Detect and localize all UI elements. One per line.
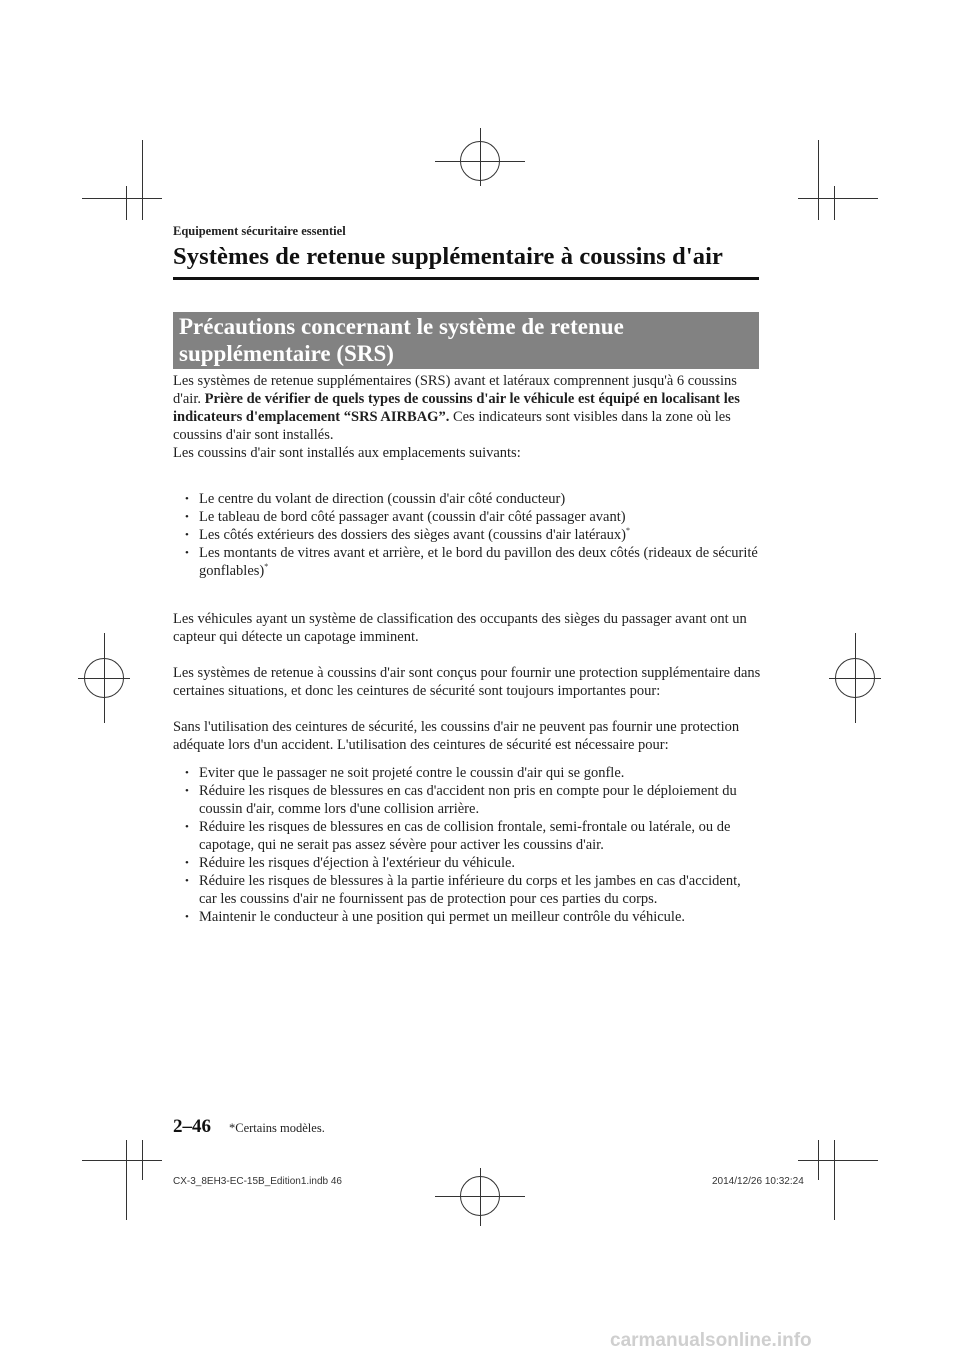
list-item: • Le centre du volant de direction (coussin d'air côté conducteur) (185, 490, 761, 508)
list-item: • Eviter que le passager ne soit projeté contre le coussin d'air qui se gonfle. (185, 764, 761, 782)
page-number: 2–46 (173, 1116, 211, 1137)
print-timestamp: 2014/12/26 10:32:24 (712, 1176, 804, 1187)
section-heading-line: Précautions concernant le système de retenue (179, 314, 624, 339)
section-label: Equipement sécuritaire essentiel (173, 224, 346, 238)
footnote: *Certains modèles. (229, 1121, 325, 1135)
crop-mark-line (126, 1140, 127, 1220)
list-item: • Réduire les risques de blessures en cas de collision frontale, semi-frontale ou latérale, ou de capotage, qui ne serait pas assez sévère pour activer les coussins d'air. (185, 818, 761, 854)
seatbelt-reasons-list (173, 764, 761, 926)
airbag-locations-list (173, 490, 761, 580)
list-item: • Maintenir le conducteur à une position qui permet un meilleur contrôle du véhicule. (185, 908, 761, 926)
crop-mark-line (818, 140, 819, 220)
list-item: • Réduire les risques de blessures à la partie inférieure du corps et les jambes en cas d'accident, car les coussins d'air ne fournissent pas de protection pour ces parties du corps. (185, 872, 761, 908)
footnote-marker: * (264, 562, 269, 572)
intro-text: Ces indicateurs sont visibles dans la zone où les coussins d'air sont installés. (173, 409, 731, 443)
crop-mark-line (142, 140, 143, 220)
crop-mark-line (126, 186, 127, 220)
list-item: • Les montants de vitres avant et arrière, et le bord du pavillon des deux côtés (rideaux de sécurité gonflables)* (185, 544, 761, 580)
crop-mark-line (834, 186, 835, 220)
classification-paragraph: Les véhicules ayant un système de classification des occupants des sièges du passager avant ont un capteur qui détecte un capotage imminent. (173, 611, 747, 645)
chapter-title: Systèmes de retenue supplémentaire à coussins d'air (173, 243, 723, 270)
section-heading-banner (173, 312, 759, 369)
intro-locations-lead: Les coussins d'air sont installés aux emplacements suivants: (173, 445, 521, 461)
crop-mark-line (82, 198, 162, 199)
crop-mark-line (834, 1140, 835, 1220)
intro-emphasis: Prière de vérifier de quels types de coussins d'air le véhicule est équipé en localisant les indicateurs d'emplacement “SRS AIRBAG”. (173, 391, 740, 425)
list-item: • Les côtés extérieurs des dossiers des sièges avant (coussins d'air latéraux)* (185, 526, 761, 544)
list-item: • Réduire les risques d'éjection à l'extérieur du véhicule. (185, 854, 761, 872)
crop-mark-line (818, 1140, 819, 1180)
without-belts-paragraph: Sans l'utilisation des ceintures de sécurité, les coussins d'air ne peuvent pas fournir une protection adéquate lors d'un accident. L'utilisation des ceintures de sécurité est nécessaire pour: (173, 719, 740, 753)
crop-mark-line (798, 1160, 878, 1161)
crop-mark-line (82, 1160, 162, 1161)
list-item: • Réduire les risques de blessures en cas d'accident non pris en compte pour le déploiement du coussin d'air, comme lors d'une collision arrière. (185, 782, 761, 818)
body-content (173, 372, 761, 926)
section-heading-line: supplémentaire (SRS) (179, 341, 394, 366)
watermark: carmanualsonline.info (610, 1330, 812, 1351)
crop-mark-line (142, 1140, 143, 1180)
footnote-marker: * (626, 526, 631, 536)
intro-text: Les systèmes de retenue supplémentaires (SRS) avant et latéraux comprennent jusqu'à 6 coussins d'air. (173, 373, 737, 407)
print-file-slug: CX-3_8EH3-EC-15B_Edition1.indb 46 (173, 1176, 342, 1187)
list-item: • Le tableau de bord côté passager avant (coussin d'air côté passager avant) (185, 508, 761, 526)
crop-mark-line (798, 198, 878, 199)
intro-paragraph (173, 372, 761, 444)
chapter-divider (173, 277, 759, 280)
designed-paragraph: Les systèmes de retenue à coussins d'air sont conçus pour fournir une protection supplémentaire dans certaines situations, et donc les ceintures de sécurité sont toujours importantes pour: (173, 665, 761, 699)
